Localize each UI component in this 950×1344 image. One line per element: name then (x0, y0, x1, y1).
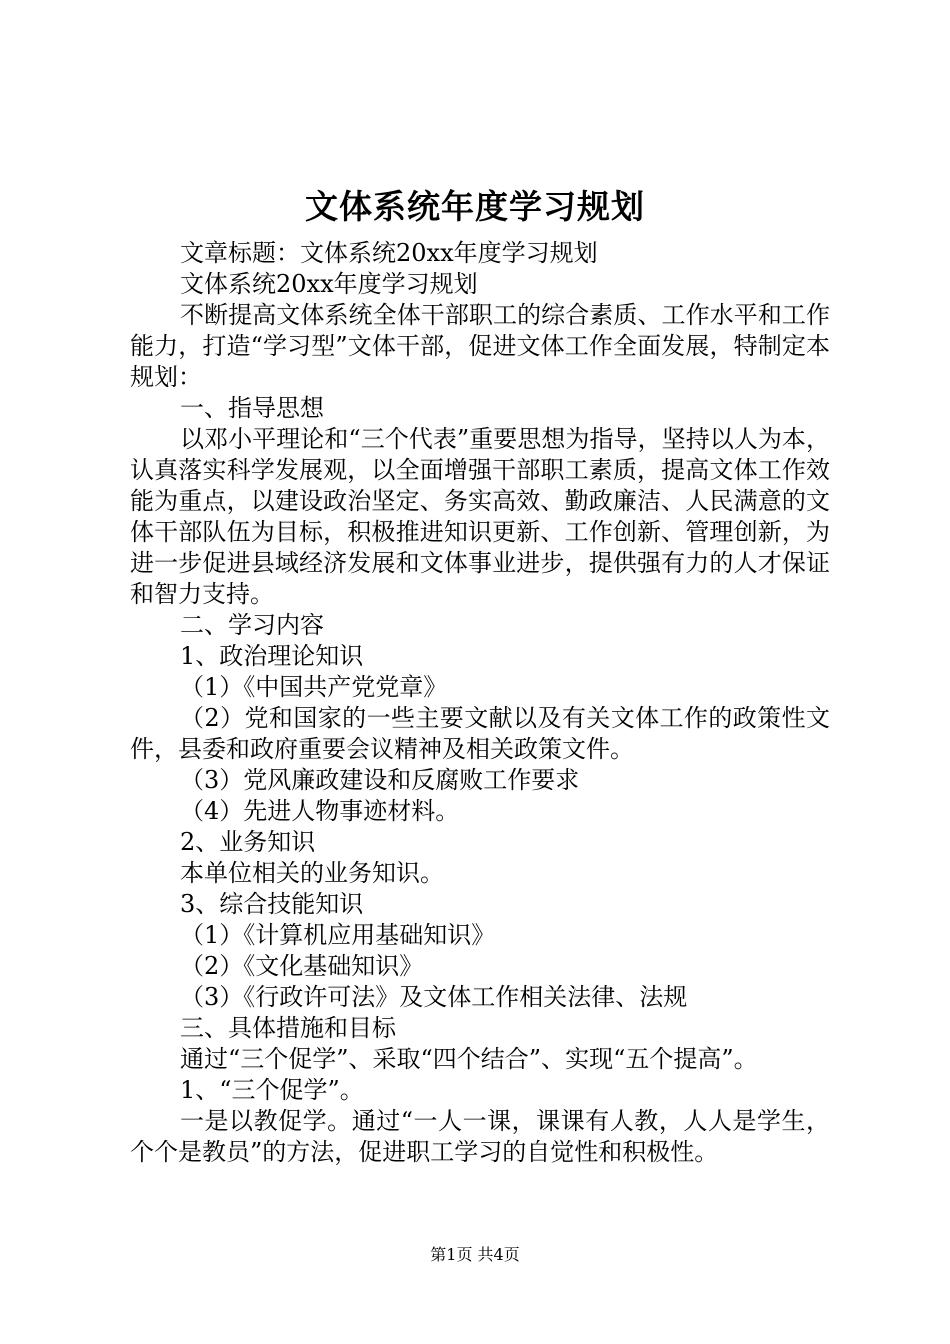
article-title-line: 文章标题：文体系统20xx年度学习规划 (180, 239, 598, 267)
page-number-footer: 第1页 共4页 (430, 1245, 520, 1264)
teaching-promotion-paragraph: 一是以教促学。通过“一人一课，课课有人教，人人是学生，个个是教员”的方法，促进职工学习的自觉性和积极性。 (130, 1107, 830, 1166)
subheading-political-theory: 1、政治理论知识 (180, 642, 364, 670)
section-heading-guiding-ideology: 一、指导思想 (180, 394, 324, 422)
list-item: （2）《文化基础知识》 (180, 952, 424, 980)
subheading-comprehensive-skills: 3、综合技能知识 (180, 890, 364, 918)
list-item: （2）党和国家的一些主要文献以及有关文体工作的政策性文件，县委和政府重要会议精神及相关政策文件。 (130, 704, 830, 763)
plan-heading-line: 文体系统20xx年度学习规划 (180, 270, 478, 298)
subheading-three-promotions: 1、“三个促学”。 (180, 1076, 364, 1104)
body-line: 本单位相关的业务知识。 (180, 859, 444, 887)
list-item: （1）《中国共产党党章》 (180, 673, 448, 701)
measures-intro-paragraph: 通过“三个促学”、采取“四个结合”、实现“五个提高”。 (180, 1045, 758, 1073)
intro-paragraph: 不断提高文体系统全体干部职工的综合素质、工作水平和工作能力，打造“学习型”文体干部，促进文体工作全面发展，特制定本规划： (130, 301, 830, 391)
section-heading-measures-goals: 三、具体措施和目标 (180, 1014, 396, 1042)
list-item: （1）《计算机应用基础知识》 (180, 921, 496, 949)
list-item: （4）先进人物事迹材料。 (180, 797, 460, 825)
document-title: 文体系统年度学习规划 (305, 187, 645, 226)
list-item: （3）《行政许可法》及文体工作相关法律、法规 (180, 983, 688, 1011)
document-body (130, 238, 830, 1168)
subheading-business-knowledge: 2、业务知识 (180, 828, 316, 856)
guiding-ideology-paragraph: 以邓小平理论和“三个代表”重要思想为指导，坚持以人为本，认真落实科学发展观，以全面增强干部职工素质，提高文体工作效能为重点，以建设政治坚定、务实高效、勤政廉洁、人民满意的文体干部队伍为目标，积极推进知识更新、工作创新、管理创新，为进一步促进县域经济发展和文体事业进步，提供强有力的人才保证和智力支持。 (130, 425, 830, 608)
list-item: （3）党风廉政建设和反腐败工作要求 (180, 766, 580, 794)
section-heading-learning-content: 二、学习内容 (180, 611, 324, 639)
